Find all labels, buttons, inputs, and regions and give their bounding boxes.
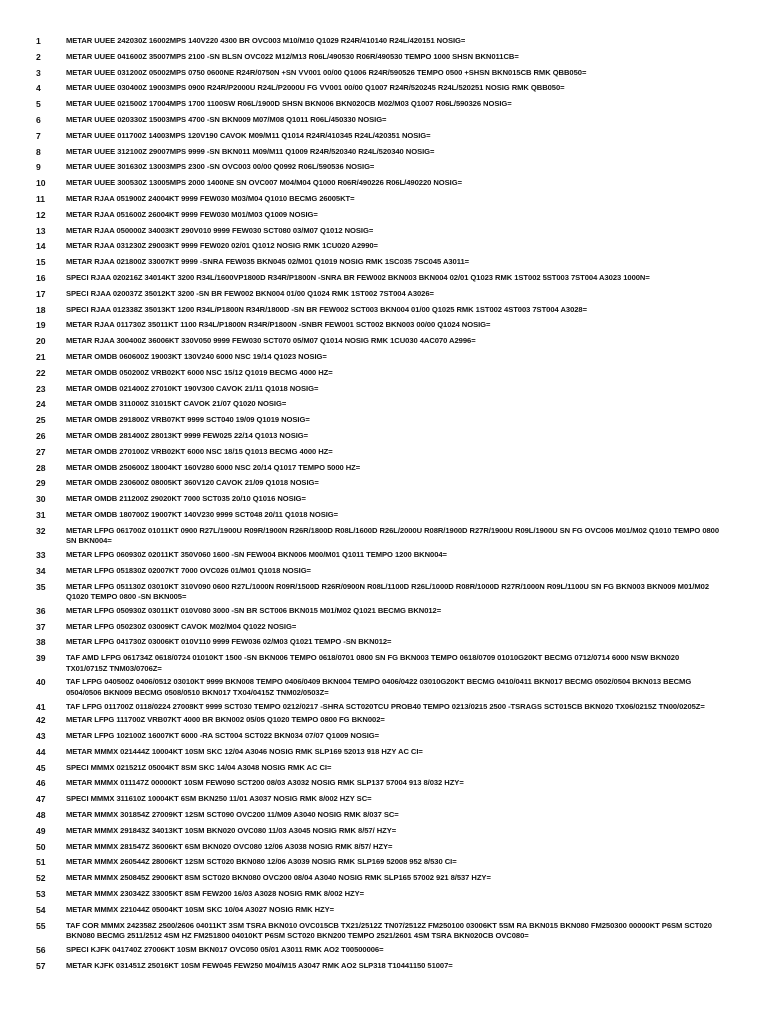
report-row [0, 961, 768, 977]
report-text: METAR RJAA 051900Z 24004KT 9999 FEW030 M03/M04 Q1010 BECMG 26005KT= [66, 193, 355, 203]
report-row [0, 857, 768, 873]
report-text: METAR LFPG 061700Z 01011KT 0900 R27L/1900U R09R/1900N R26R/1800D R08L/1600D R26L/2000U R08R/1900D R27R/1900U R09L/1900U SN FG OVC006 M01/M02 Q1010 TEMPO 0800 SN BKN004= [66, 525, 720, 546]
report-text: METAR MMMX 281547Z 36006KT 6SM BKN020 OVC080 12/06 A3038 NOSIG RMK 8/57/ HZY= [66, 841, 393, 851]
report-text: METAR LFPG 060930Z 02011KT 350V060 1600 -SN FEW004 BKN006 M00/M01 Q1011 TEMPO 1200 BKN004= [66, 549, 447, 559]
report-row [0, 147, 768, 163]
report-text: METAR UUEE 312100Z 29007MPS 9999 -SN BKN011 M09/M11 Q1009 R24R/520340 R24L/520340 NOSIG= [66, 146, 435, 156]
row-number: 34 [36, 565, 46, 576]
report-row [0, 68, 768, 84]
row-number: 2 [36, 51, 41, 62]
report-row [0, 415, 768, 431]
row-number: 53 [36, 889, 46, 900]
report-text: METAR UUEE 031200Z 05002MPS 0750 0600NE R24R/0750N +SN VV001 00/00 Q1006 R24R/590526 TEMPO 0500 +SHSN BKN015CB RMK QBB050= [66, 67, 587, 77]
report-text: TAF LFPG 011700Z 0118/0224 27008KT 9999 SCT030 TEMPO 0212/0217 -SHRA SCT020TCU PROB40 TEMPO 0213/0215 2500 -TSRAGS SCT015CB BKN020 TX06/0215Z TN00/0205Z= [66, 701, 705, 711]
report-text: METAR MMMX 221044Z 05004KT 10SM SKC 10/04 A3027 NOSIG RMK HZY= [66, 904, 335, 914]
report-text: METAR MMMX 260544Z 28006KT 12SM SCT020 BKN080 12/06 A3039 NOSIG RMK SLP169 52008 952 8/530 CI= [66, 857, 457, 867]
row-number: 32 [36, 525, 46, 536]
report-row [0, 873, 768, 889]
report-row [0, 889, 768, 905]
row-number: 43 [36, 731, 46, 742]
report-text: METAR LFPG 050930Z 03011KT 010V080 3000 -SN BR SCT006 BKN015 M01/M02 Q1021 BECMG BKN012= [66, 605, 442, 615]
report-row [0, 494, 768, 510]
report-row [0, 320, 768, 336]
report-row [0, 289, 768, 305]
report-row [0, 463, 768, 479]
report-row [0, 210, 768, 226]
row-number: 44 [36, 746, 46, 757]
row-number: 19 [36, 320, 46, 331]
report-text: TAF AMD LFPG 061734Z 0618/0724 01010KT 1500 -SN BKN006 TEMPO 0618/0701 0800 SN FG BKN003 TEMPO 0618/0709 01010G20KT BECMG 0712/0714 6000 NSW BKN020 TX01/0715Z TNM03/0706Z= [66, 653, 680, 673]
report-text: METAR RJAA 021800Z 33007KT 9999 -SNRA FEW035 BKN045 02/M01 Q1019 NOSIG RMK 1SC035 7SC045 A3011= [66, 257, 470, 267]
report-text: SPECI RJAA 020216Z 34014KT 3200 R34L/1600VP1800D R34R/P1800N -SNRA BR FEW002 BKN003 BKN004 02/01 Q1023 RMK 1ST002 5ST003 7ST004 A3023 1000N= [66, 272, 650, 282]
report-row [0, 582, 768, 606]
report-text: METAR OMDB 230600Z 08005KT 360V120 CAVOK 21/09 Q1018 NOSIG= [66, 478, 319, 488]
report-text: METAR OMDB 180700Z 19007KT 140V230 9999 SCT048 20/11 Q1018 NOSIG= [66, 509, 339, 519]
report-text: METAR RJAA 011730Z 35011KT 1100 R34L/P1800N R34R/P1800N -SNBR FEW001 SCT002 BKN003 00/00 Q1024 NOSIG= [66, 320, 491, 330]
report-text: METAR UUEE 300530Z 13005MPS 2000 1400NE SN OVC007 M04/M04 Q1000 R06R/490226 R06L/490220 NOSIG= [66, 178, 462, 188]
report-row [0, 115, 768, 131]
report-row [0, 52, 768, 68]
report-row [0, 921, 768, 945]
report-row [0, 653, 768, 677]
report-text: METAR LFPG 051130Z 03010KT 310V090 0600 R27L/1000N R09R/1500D R26R/0900N R08L/1100D R26L/1000D R08R/1000D R27R/1000N R09L/1100U SN FG BKN003 BKN009 M01/M02 Q1020 TEMPO 0800 -SN BKN005= [66, 581, 709, 601]
report-text: METAR OMDB 050200Z VRB02KT 6000 NSC 15/12 Q1019 BECMG 4000 HZ= [66, 367, 333, 377]
row-number: 27 [36, 446, 46, 457]
row-number: 25 [36, 415, 46, 426]
row-number: 14 [36, 241, 46, 252]
report-text: METAR MMMX 291843Z 34013KT 10SM BKN020 OVC080 11/03 A3045 NOSIG RMK 8/57/ HZY= [66, 825, 397, 835]
report-row [0, 194, 768, 210]
row-number: 29 [36, 478, 46, 489]
report-row [0, 842, 768, 858]
report-text: METAR MMMX 021444Z 10004KT 10SM SKC 12/04 A3046 NOSIG RMK SLP169 52013 918 HZY AC CI= [66, 746, 423, 756]
row-number: 4 [36, 83, 41, 94]
report-text: METAR UUEE 021500Z 17004MPS 1700 1100SW R06L/1900D SHSN BKN006 BKN020CB M02/M03 Q1007 R06L/590326 NOSIG= [66, 99, 512, 109]
report-text: METAR LFPG 111700Z VRB07KT 4000 BR BKN002 05/05 Q1020 TEMPO 0800 FG BKN002= [66, 715, 385, 725]
row-number: 52 [36, 873, 46, 884]
report-text: METAR UUEE 242030Z 16002MPS 140V220 4300 BR OVC003 M10/M10 Q1029 R24R/410140 R24L/420151 NOSIG= [66, 36, 466, 45]
row-number: 38 [36, 637, 46, 648]
report-row [0, 447, 768, 463]
report-row [0, 399, 768, 415]
report-row [0, 810, 768, 826]
row-number: 47 [36, 794, 46, 805]
report-text: METAR LFPG 041730Z 03006KT 010V110 9999 FEW036 02/M03 Q1021 TEMPO -SN BKN012= [66, 637, 392, 647]
report-text: SPECI RJAA 012338Z 35013KT 1200 R34L/P1800N R34R/1800D -SN BR FEW002 SCT003 BKN004 01/00 Q1025 RMK 1ST002 4ST003 7ST004 A3028= [66, 304, 587, 314]
row-number: 54 [36, 904, 46, 915]
report-row [0, 794, 768, 810]
report-row [0, 241, 768, 257]
report-text: METAR LFPG 050230Z 03009KT CAVOK M02/M04 Q1022 NOSIG= [66, 621, 297, 631]
report-row [0, 368, 768, 384]
report-row [0, 257, 768, 273]
report-row [0, 431, 768, 447]
report-row [0, 731, 768, 747]
row-number: 22 [36, 367, 46, 378]
report-row [0, 747, 768, 763]
report-text: METAR LFPG 051830Z 02007KT 7000 OVC026 01/M01 Q1018 NOSIG= [66, 565, 311, 575]
report-list [0, 36, 768, 976]
row-number: 30 [36, 494, 46, 505]
row-number: 26 [36, 430, 46, 441]
report-text: METAR RJAA 050000Z 34003KT 290V010 9999 FEW030 SCT080 03/M07 Q1012 NOSIG= [66, 225, 374, 235]
row-number: 35 [36, 581, 46, 592]
row-number: 48 [36, 810, 46, 821]
row-number: 9 [36, 162, 41, 173]
report-text: METAR RJAA 300400Z 36006KT 330V050 9999 FEW030 SCT070 05/M07 Q1014 NOSIG RMK 1CU030 4AC070 A2996= [66, 336, 476, 346]
report-row [0, 510, 768, 526]
row-number: 17 [36, 288, 46, 299]
report-text: METAR OMDB 291800Z VRB07KT 9999 SCT040 19/09 Q1019 NOSIG= [66, 415, 310, 425]
report-row [0, 550, 768, 566]
report-row [0, 637, 768, 653]
row-number: 24 [36, 399, 46, 410]
row-number: 13 [36, 225, 46, 236]
row-number: 12 [36, 209, 46, 220]
report-row [0, 702, 768, 716]
report-row [0, 478, 768, 494]
row-number: 50 [36, 841, 46, 852]
report-row [0, 566, 768, 582]
row-number: 49 [36, 825, 46, 836]
row-number: 31 [36, 509, 46, 520]
report-text: METAR UUEE 030400Z 19003MPS 0900 R24R/P2000U R24L/P2000U FG VV001 00/00 Q1007 R24R/520245 R24L/520251 NOSIG RMK QBB050= [66, 83, 565, 93]
report-row [0, 99, 768, 115]
report-row [0, 178, 768, 194]
report-text: METAR OMDB 270100Z VRB02KT 6000 NSC 18/15 Q1013 BECMG 4000 HZ= [66, 446, 333, 456]
row-number: 55 [36, 920, 46, 931]
row-number: 36 [36, 605, 46, 616]
row-number: 42 [36, 715, 46, 726]
row-number: 51 [36, 857, 46, 868]
row-number: 41 [36, 701, 46, 712]
report-text: METAR MMMX 250845Z 29006KT 8SM SCT020 BKN080 OVC200 08/04 A3040 NOSIG RMK SLP165 57002 921 8/537 HZY= [66, 873, 491, 883]
report-row [0, 305, 768, 321]
report-text: METAR UUEE 301630Z 13003MPS 2300 -SN OVC003 00/00 Q0992 R06L/590536 NOSIG= [66, 162, 375, 172]
report-row [0, 162, 768, 178]
report-text: METAR UUEE 011700Z 14003MPS 120V190 CAVOK M09/M11 Q1014 R24R/410345 R24L/420351 NOSIG= [66, 130, 431, 140]
report-row [0, 352, 768, 368]
row-number: 7 [36, 130, 41, 141]
report-row [0, 83, 768, 99]
row-number: 15 [36, 257, 46, 268]
report-text: METAR OMDB 021400Z 27010KT 190V300 CAVOK 21/11 Q1018 NOSIG= [66, 383, 319, 393]
row-number: 57 [36, 960, 46, 971]
report-text: METAR OMDB 281400Z 28013KT 9999 FEW025 22/14 Q1013 NOSIG= [66, 430, 309, 440]
report-text: SPECI MMMX 311610Z 10004KT 6SM BKN250 11/01 A3037 NOSIG RMK 8/002 HZY SC= [66, 794, 372, 804]
row-number: 28 [36, 462, 46, 473]
report-text: SPECI KJFK 041740Z 27006KT 10SM BKN017 OVC050 05/01 A3011 RMK AO2 T00500006= [66, 944, 384, 954]
report-text: METAR MMMX 230342Z 33005KT 8SM FEW200 16/03 A3028 NOSIG RMK 8/002 HZY= [66, 889, 365, 899]
report-row [0, 336, 768, 352]
report-row [0, 763, 768, 779]
report-text: TAF LFPG 040500Z 0406/0512 03010KT 9999 BKN008 TEMPO 0406/0409 BKN004 TEMPO 0406/0422 03010G20KT BECMG 0410/0411 BKN017 BECMG 0502/0504 BKN013 BECMG 0504/0506 BKN009 BECMG 0508/0510 BKN017 TX04/0415Z TNM02/0503Z= [66, 677, 692, 697]
report-text: METAR MMMX 011147Z 00000KT 10SM FEW090 SCT200 08/03 A3032 NOSIG RMK SLP137 57004 913 8/032 HZY= [66, 778, 464, 788]
row-number: 16 [36, 272, 46, 283]
report-text: TAF COR MMMX 242358Z 2500/2606 04011KT 3SM TSRA BKN010 OVC015CB TX21/2512Z TN07/2512Z FM250100 03006KT 5SM RA BKN015 BKN080 FM250300 00000KT P6SM SCT020 BKN080 BECMG 2511/2512 4SM HZ FM251800 04010KT P6SM SCT020 BKN200 TEMPO 2521/2601 4SM TSRA BKN020CB OVC080= [66, 920, 712, 941]
report-row [0, 606, 768, 622]
report-row [0, 131, 768, 147]
row-number: 40 [36, 677, 46, 688]
report-text: METAR RJAA 051600Z 26004KT 9999 FEW030 M01/M03 Q1009 NOSIG= [66, 209, 318, 219]
row-number: 5 [36, 99, 41, 110]
row-number: 18 [36, 304, 46, 315]
report-text: METAR OMDB 060600Z 19003KT 130V240 6000 NSC 19/14 Q1023 NOSIG= [66, 351, 327, 361]
report-text: METAR UUEE 041600Z 35007MPS 2100 -SN BLSN OVC022 M12/M13 R06L/490530 R06R/490530 TEMPO 1000 SHSN BKN011CB= [66, 51, 519, 61]
report-row [0, 778, 768, 794]
report-row [0, 905, 768, 921]
report-text: METAR UUEE 020330Z 15003MPS 4700 -SN BKN009 M07/M08 Q1011 R06L/450330 NOSIG= [66, 114, 387, 124]
row-number: 20 [36, 336, 46, 347]
row-number: 10 [36, 178, 46, 189]
row-number: 8 [36, 146, 41, 157]
row-number: 6 [36, 114, 41, 125]
row-number: 23 [36, 383, 46, 394]
report-text: SPECI MMMX 021521Z 05004KT 8SM SKC 14/04 A3048 NOSIG RMK AC CI= [66, 762, 332, 772]
row-number: 37 [36, 621, 46, 632]
report-text: METAR OMDB 250600Z 18004KT 160V280 6000 NSC 20/14 Q1017 TEMPO 5000 HZ= [66, 462, 361, 472]
report-row [0, 677, 768, 701]
report-row [0, 526, 768, 550]
report-row [0, 715, 768, 731]
row-number: 3 [36, 67, 41, 78]
report-row [0, 622, 768, 638]
row-number: 39 [36, 653, 46, 664]
row-number: 56 [36, 944, 46, 955]
row-number: 21 [36, 351, 46, 362]
report-row [0, 36, 768, 52]
report-text: METAR RJAA 031230Z 29003KT 9999 FEW020 02/01 Q1012 NOSIG RMK 1CU020 A2990= [66, 241, 378, 251]
row-number: 46 [36, 778, 46, 789]
report-text: METAR KJFK 031451Z 25016KT 10SM FEW045 FEW250 M04/M15 A3047 RMK AO2 SLP318 T10441150 51007= [66, 960, 453, 970]
row-number: 1 [36, 36, 41, 46]
report-row [0, 273, 768, 289]
report-text: METAR LFPG 102100Z 16007KT 6000 -RA SCT004 SCT022 BKN034 07/07 Q1009 NOSIG= [66, 731, 380, 741]
report-text: METAR MMMX 301854Z 27009KT 12SM SCT090 OVC200 11/M09 A3040 NOSIG RMK 8/037 SC= [66, 810, 399, 820]
report-text: SPECI RJAA 020037Z 35012KT 3200 -SN BR FEW002 BKN004 01/00 Q1024 RMK 1ST002 7ST004 A3026= [66, 288, 434, 298]
report-text: METAR OMDB 311000Z 31015KT CAVOK 21/07 Q1020 NOSIG= [66, 399, 287, 409]
row-number: 33 [36, 549, 46, 560]
row-number: 11 [36, 193, 46, 204]
row-number: 45 [36, 762, 46, 773]
report-row [0, 226, 768, 242]
report-row [0, 384, 768, 400]
report-row [0, 826, 768, 842]
report-row [0, 945, 768, 961]
report-text: METAR OMDB 211200Z 29020KT 7000 SCT035 20/10 Q1016 NOSIG= [66, 494, 306, 504]
